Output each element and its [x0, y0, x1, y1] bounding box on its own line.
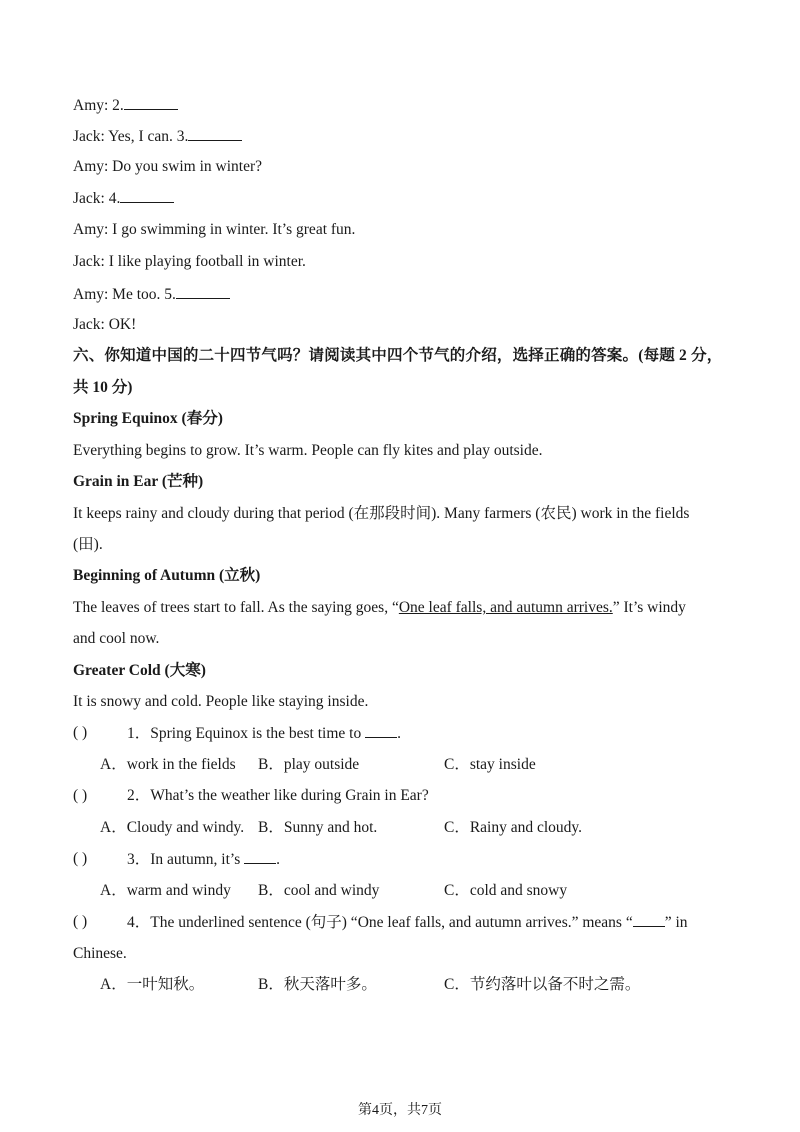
dialogue-line-8 [73, 315, 136, 335]
answer-blank [633, 912, 665, 927]
option-c[interactable]: C．Rainy and cloudy. [444, 819, 583, 836]
question-4 [127, 912, 688, 933]
answer-parentheses[interactable]: ( ) [73, 850, 88, 867]
text-segment: The leaves of trees start to fall. As the saying goes, “ [73, 599, 399, 616]
answer-parentheses[interactable]: ( ) [73, 724, 88, 741]
question-text: 4．The underlined sentence (句子) “One leaf falls, and autumn arrives.” means “ [127, 914, 633, 931]
option-c[interactable]: C．cold and snowy [444, 882, 568, 899]
question-text: ” in [664, 914, 688, 931]
dialogue-line-7 [73, 284, 230, 305]
question-3 [127, 849, 280, 870]
dialogue-text: Amy: 2. [73, 97, 124, 114]
text-segment: ” It’s windy [612, 599, 686, 616]
option-b[interactable]: B．Sunny and hot. [258, 819, 378, 836]
question-text: . [397, 725, 401, 742]
answer-blank[interactable] [124, 95, 178, 110]
dialogue-line-6 [73, 252, 306, 272]
page-footer: 第4页，共7页 [358, 1103, 442, 1118]
solar-term-heading: Grain in Ear (芒种) [73, 473, 204, 490]
answer-blank[interactable] [120, 188, 174, 203]
section-title: 六、你知道中国的二十四节气吗？请阅读其中四个节气的介绍，选择正确的答案。(每题 2 分， [73, 347, 723, 364]
dialogue-line-5 [73, 220, 355, 240]
dialogue-text: Amy: I go swimming in winter. It’s great fun. [73, 221, 356, 238]
question-text: 1．Spring Equinox is the best time to [127, 725, 366, 742]
dialogue-text: Amy: Me too. 5. [73, 286, 176, 303]
dialogue-line-2 [73, 126, 242, 147]
solar-term-text: Everything begins to grow. It’s warm. People can fly kites and play outside. [73, 442, 543, 459]
dialogue-text: Jack: OK! [73, 316, 137, 333]
solar-term-heading: Greater Cold (大寒) [73, 662, 206, 679]
option-a[interactable]: A．一叶知秋。 [100, 976, 205, 993]
question-text: 3．In autumn, it’s [127, 851, 245, 868]
answer-blank[interactable] [188, 126, 242, 141]
answer-blank [365, 723, 397, 738]
question-1 [127, 723, 401, 744]
dialogue-line-3 [73, 157, 262, 177]
solar-term-text: It keeps rainy and cloudy during that period (在那段时间). Many farmers (农民) work in the fields [73, 505, 690, 522]
solar-term-heading: Beginning of Autumn (立秋) [73, 567, 261, 584]
section-title-cont: 共 10 分) [73, 379, 133, 396]
option-b[interactable]: B．cool and windy [258, 882, 380, 899]
question-4-cont: Chinese. [73, 945, 127, 962]
question-text: . [276, 851, 280, 868]
option-a[interactable]: A．warm and windy [100, 882, 231, 899]
underlined-sentence: One leaf falls, and autumn arrives. [398, 599, 613, 616]
answer-blank[interactable] [176, 284, 230, 299]
dialogue-text: Jack: I like playing football in winter. [73, 253, 306, 270]
option-c[interactable]: C．stay inside [444, 756, 536, 773]
option-b[interactable]: B．play outside [258, 756, 360, 773]
solar-term-text [73, 598, 686, 618]
answer-parentheses[interactable]: ( ) [73, 913, 88, 930]
solar-term-text-cont: (田). [73, 536, 103, 553]
dialogue-line-4 [73, 188, 174, 209]
solar-term-text: It is snowy and cold. People like staying inside. [73, 693, 369, 710]
option-c[interactable]: C．节约落叶以备不时之需。 [444, 976, 641, 993]
answer-parentheses[interactable]: ( ) [73, 787, 88, 804]
dialogue-text: Jack: Yes, I can. 3. [73, 128, 189, 145]
option-b[interactable]: B．秋天落叶多。 [258, 976, 377, 993]
option-a[interactable]: A．Cloudy and windy. [100, 819, 245, 836]
question-2: 2．What’s the weather like during Grain in Ear? [127, 787, 429, 804]
solar-term-heading: Spring Equinox (春分) [73, 410, 223, 427]
dialogue-line-1 [73, 95, 178, 116]
solar-term-text-cont: and cool now. [73, 630, 160, 647]
dialogue-text: Jack: 4. [73, 190, 121, 207]
option-a[interactable]: A．work in the fields [100, 756, 236, 773]
answer-blank [244, 849, 276, 864]
dialogue-text: Amy: Do you swim in winter? [73, 158, 262, 175]
